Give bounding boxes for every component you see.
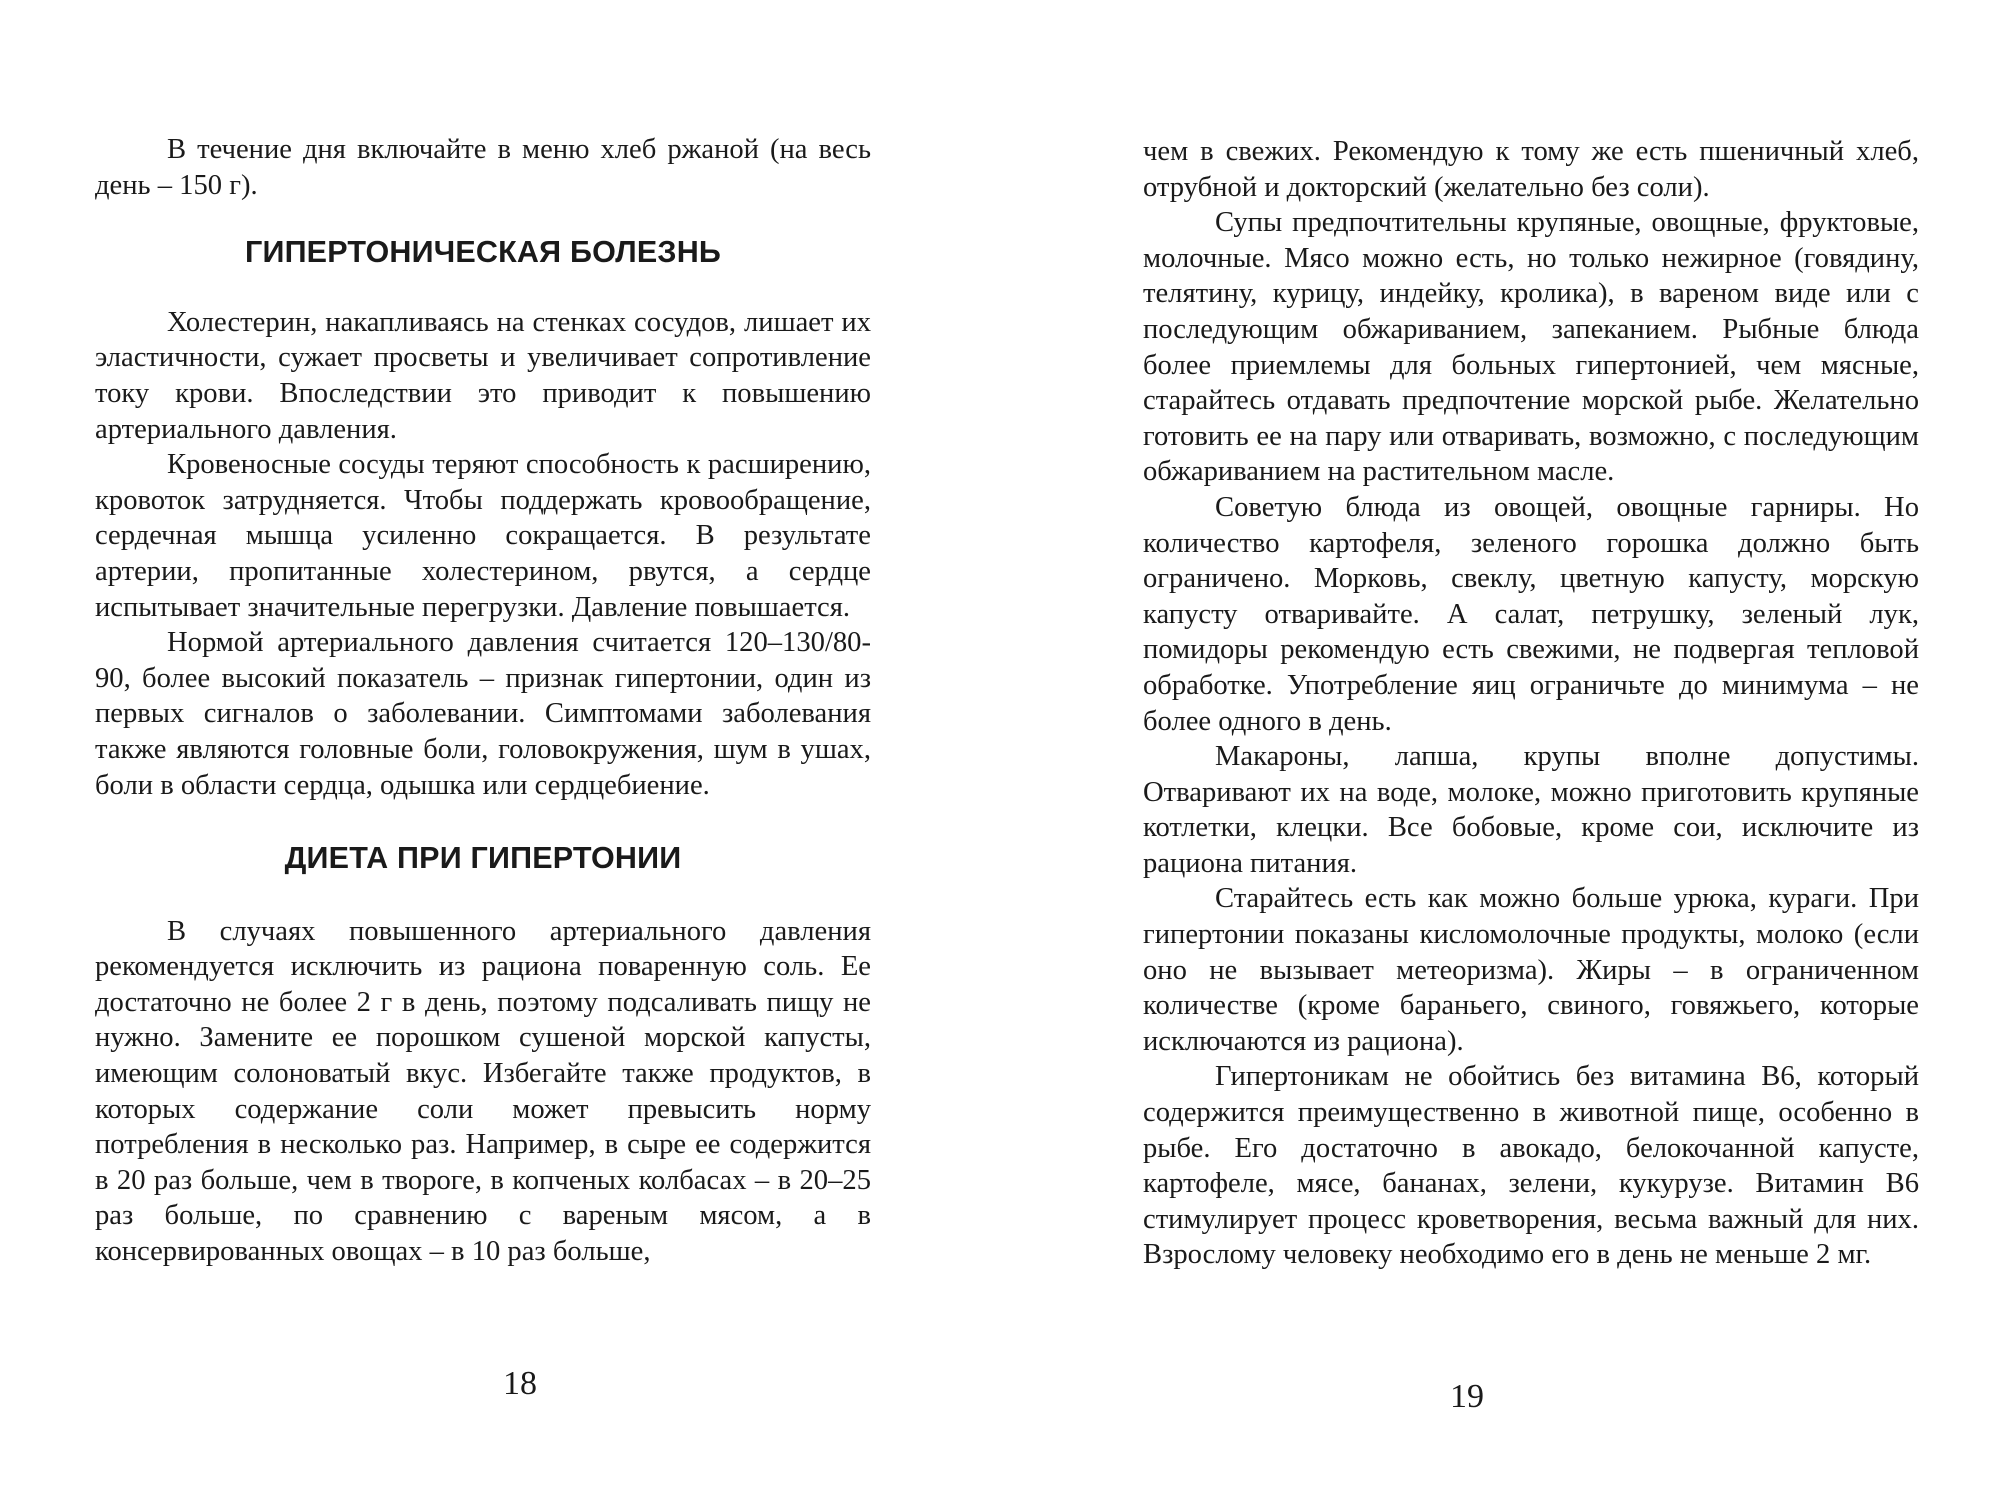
paragraph: В случаях повышенного артериального давления рекомендуется исключить из рациона поваренную соль. Ее достаточно не более 2 г в день, поэтому подсаливать пищу не нужно. Замените ее порошком сушеной морской капусты, имеющим солоноватый вкус. Избегайте также продуктов, в которых содержание соли может превысить норму потребления в несколько раз. Например, в сыре ее содержится в 20 раз больше, чем в твороге, в копченых колбасах – в 20–25 раз больше, по сравнению с вареным мясом, а в консервированных овощах – в 10 раз больше, [95, 915, 871, 1268]
paragraph: Холестерин, накапливаясь на стенках сосудов, лишает их эластичности, сужает просветы и увеличивает сопротивление току крови. Впоследствии это приводит к повышению артериального давления. [95, 306, 871, 445]
right-page [1000, 0, 2000, 1494]
paragraph: Гипертоникам не обойтись без витамина В6, который содержится преимущественно в животной пище, особенно в рыбе. Его достаточно в авокадо, белокочанной капусте, картофеле, мясе, бананах, зелени, кукурузе. Витамин В6 стимулирует процесс кроветворения, весьма важный для них. Взрослому человеку необходимо его в день не меньше 2 мг. [1143, 1061, 1919, 1271]
right-page-text-column [1143, 134, 1919, 1273]
paragraph: Старайтесь есть как можно больше урюка, кураги. При гипертонии показаны кисломолочные продукты, молоко (если оно не вызывает метеоризма). Жиры – в ограниченном количестве (кроме бараньего, свиного, говяжьего, которые исключаются из рациона). [1143, 883, 1919, 1057]
page-number-left: 18 [503, 1365, 537, 1402]
page-number-right: 19 [1450, 1378, 1484, 1415]
continuation-paragraph: чем в свежих. Рекомендую к тому же есть пшеничный хлеб, отрубной и докторский (желательно без соли). [1143, 136, 1919, 203]
paragraph: Нормой артериального давления считается 120–130/80-90, более высокий показатель – признак гипертонии, один из первых сигналов о заболевании. Симптомами заболевания также являются головные боли, головокружения, шум в ушах, боли в области сердца, одышка или сердцебиение. [95, 627, 871, 801]
section-heading-diet: ДИЕТА ПРИ ГИПЕРТОНИИ [284, 841, 682, 876]
paragraph: Макароны, лапша, крупы вполне допустимы. Отваривают их на воде, молоке, можно приготовить крупяные котлетки, клецки. Все бобовые, кроме сои, исключите из рациона питания. [1143, 741, 1919, 879]
left-page-text-column [95, 132, 871, 1270]
paragraph: Советую блюда из овощей, овощные гарниры. Но количество картофеля, зеленого горошка должно быть ограничено. Морковь, свеклу, цветную капусту, морскую капусту отваривайте. А салат, петрушку, зеленый лук, помидоры рекомендую есть свежими, не подвергая тепловой обработке. Употребление яиц ограничьте до минимума – не более одного в день. [1143, 491, 1919, 737]
section-heading-hypertension: ГИПЕРТОНИЧЕСКАЯ БОЛЕЗНЬ [244, 235, 722, 270]
paragraph: Кровеносные сосуды теряют способность к расширению, кровоток затрудняется. Чтобы поддержать кровообращение, сердечная мышца усиленно сокращается. В результате артерии, пропитанные холестерином, рвутся, а сердце испытывает значительные перегрузки. Давление повышается. [95, 449, 871, 623]
intro-paragraph: В течение дня включайте в меню хлеб ржаной (на весь день – 150 г). [95, 134, 871, 201]
paragraph: Супы предпочтительны крупяные, овощные, фруктовые, молочные. Мясо можно есть, но только нежирное (говядину, телятину, курицу, индейку, кролика), в вареном виде или с последующим обжариванием, запеканием. Рыбные блюда более приемлемы для больных гипертонией, чем мясные, старайтесь отдавать предпочтение морской рыбе. Желательно готовить ее на пару или отваривать, возможно, с последующим обжариванием на растительном масле. [1143, 207, 1919, 488]
